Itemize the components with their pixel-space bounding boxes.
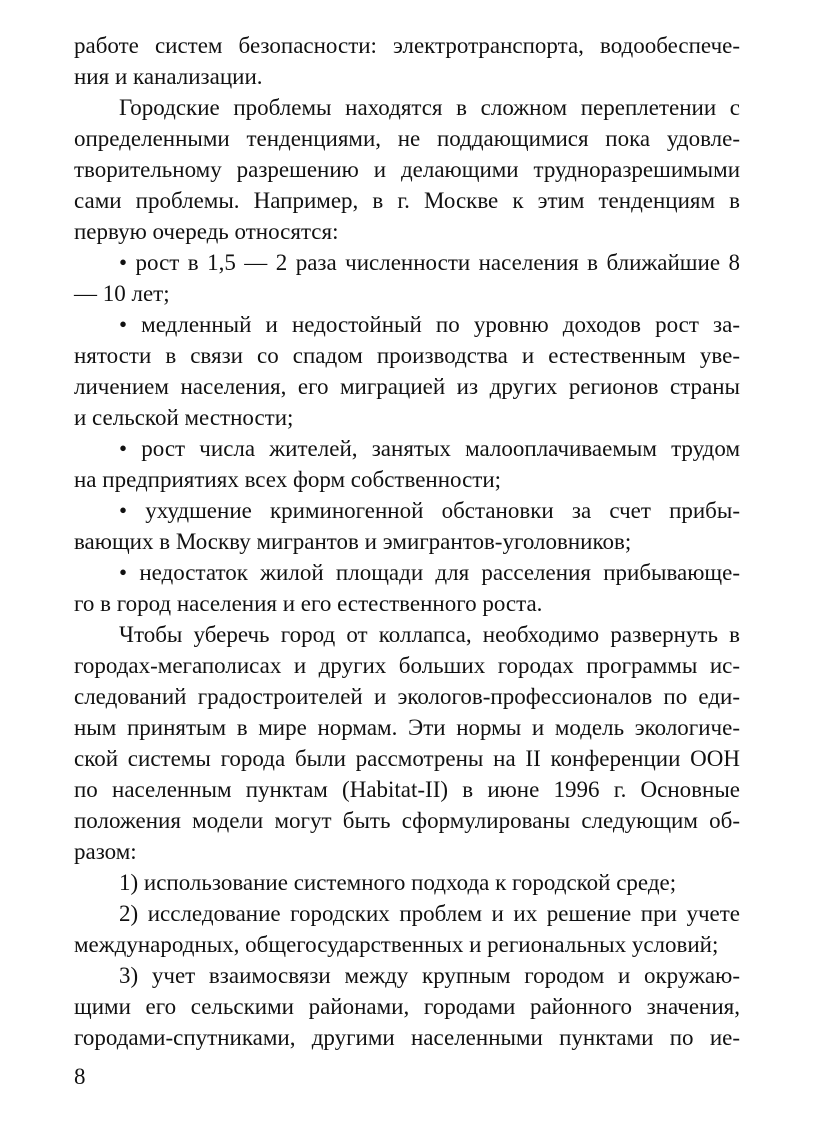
text-line: ния и канализации.	[74, 64, 263, 89]
text-line: го в город населения и его естественного роста.	[74, 591, 543, 616]
paragraph	[74, 30, 740, 92]
text-line: городами-спутниками, другими населенными пунктами по ие-	[74, 1025, 740, 1050]
text-line: определенными тенденциями, не поддающимися пока удовле-	[74, 126, 740, 151]
text-line: — 10 лет;	[74, 281, 170, 306]
text-line: разом:	[74, 839, 137, 864]
text-line: • рост в 1,5 — 2 раза численности населения в ближайшие 8	[119, 250, 740, 275]
page-number: 8	[74, 1064, 86, 1089]
numbered-item	[74, 960, 740, 1053]
paragraph	[74, 92, 740, 247]
text-line: и сельской местности;	[74, 405, 294, 430]
text-line: на предприятиях всех форм собственности;	[74, 467, 502, 492]
text-line: • рост числа жителей, занятых малооплачиваемым трудом	[119, 436, 740, 461]
numbered-item	[74, 867, 740, 898]
text-line: 1) использование системного подхода к городской среде;	[119, 870, 677, 895]
text-line: ской системы города были рассмотрены на II конференции ООН	[74, 746, 740, 771]
text-line: первую очередь относятся:	[74, 219, 339, 244]
text-line: работе систем безопасности: электротранспорта, водообеспече-	[74, 33, 740, 58]
bullet-item	[74, 309, 740, 433]
numbered-item	[74, 898, 740, 960]
text-line: следований градостроителей и экологов-профессионалов по еди-	[74, 684, 740, 709]
text-line: 3) учет взаимосвязи между крупным городом и окружаю-	[119, 963, 740, 988]
text-line: личением населения, его миграцией из других регионов страны	[74, 374, 740, 399]
text-line: городах-мегаполисах и других больших городах программы ис-	[74, 653, 740, 678]
text-line: Городские проблемы находятся в сложном переплетении с	[119, 95, 740, 120]
text-line: • ухудшение криминогенной обстановки за счет прибы-	[119, 498, 740, 523]
bullet-item	[74, 557, 740, 619]
text-line: нятости в связи со спадом производства и естественным уве-	[74, 343, 740, 368]
bullet-item	[74, 433, 740, 495]
text-line: Чтобы уберечь город от коллапса, необходимо развернуть в	[119, 622, 740, 647]
text-line: • недостаток жилой площади для расселения прибывающе-	[119, 560, 740, 585]
text-line: по населенным пунктам (Habitat-II) в июне 1996 г. Основные	[74, 777, 740, 802]
page-body	[74, 30, 740, 1053]
paragraph	[74, 619, 740, 867]
text-line: творительному разрешению и делающими трудноразрешимыми	[74, 157, 740, 182]
text-line: • медленный и недостойный по уровню доходов рост за-	[119, 312, 740, 337]
text-line: вающих в Москву мигрантов и эмигрантов-уголовников;	[74, 529, 632, 554]
text-line: международных, общегосударственных и региональных условий;	[74, 932, 719, 957]
bullet-item	[74, 495, 740, 557]
text-line: положения модели могут быть сформулированы следующим об-	[74, 808, 740, 833]
text-line: ным принятым в мире нормам. Эти нормы и модель экологиче-	[74, 715, 740, 740]
text-line: щими его сельскими районами, городами районного значения,	[74, 994, 740, 1019]
text-line: 2) исследование городских проблем и их решение при учете	[119, 901, 740, 926]
text-line: сами проблемы. Например, в г. Москве к этим тенденциям в	[74, 188, 740, 213]
bullet-item	[74, 247, 740, 309]
